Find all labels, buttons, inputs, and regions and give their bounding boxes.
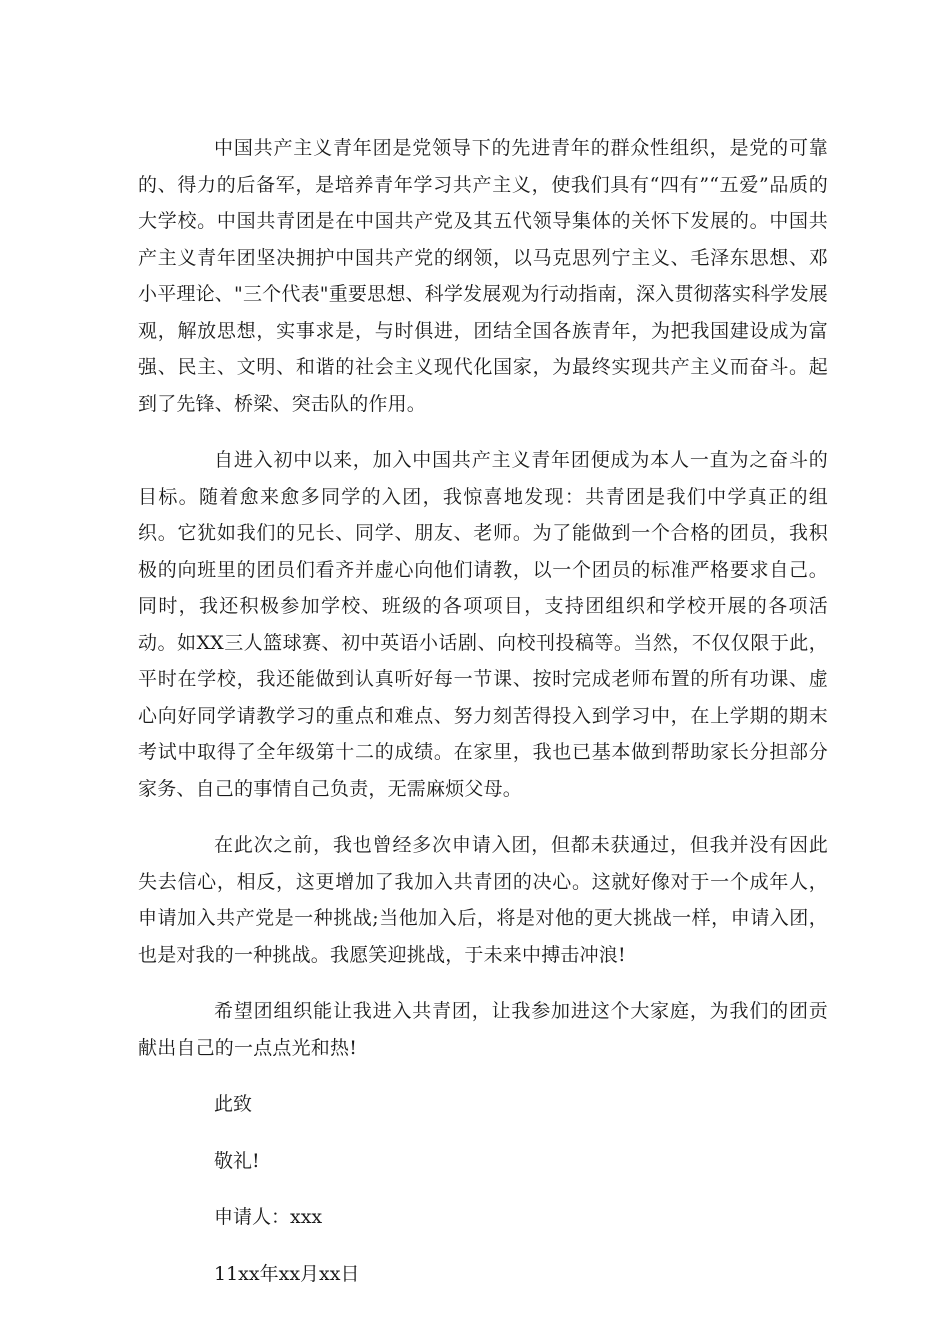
paragraph-experience: 自进入初中以来，加入中国共产主义青年团便成为本人一直为之奋斗的目标。随着愈来愈多同学的入团，我惊喜地发现：共青团是我们中学真正的组织。它犹如我们的兄长、同学、朋友、老师。为了能做到一个合格的团员，我积极的向班里的团员们看齐并虚心向他们请教，以一个团员的标准严格要求自己。同时，我还积极参加学校、班级的各项项目，支持团组织和学校开展的各项活动。如XX三人篮球赛、初中英语小话剧、向校刊投稿等。当然，不仅仅限于此，平时在学校，我还能做到认真听好每一节课、按时完成老师布置的所有功课、虚心向好同学请教学习的重点和难点、努力刻苦得投入到学习中，在上学期的期末考试中取得了全年级第十二的成绩。在家里，我也已基本做到帮助家长分担部分家务、自己的事情自己负责，无需麻烦父母。 xyxy=(138,449,828,800)
letter-body xyxy=(138,130,828,1312)
paragraph-intro: 中国共产主义青年团是党领导下的先进青年的群众性组织，是党的可靠的、得力的后备军，是培养青年学习共产主义，使我们具有“四有”“五爱”品质的大学校。中国共青团是在中国共产党及其五代领导集体的关怀下发展的。中国共产主义青年团坚决拥护中国共产党的纲领，以马克思列宁主义、毛泽东思想、邓小平理论、"三个代表"重要思想、科学发展观为行动指南，深入贯彻落实科学发展观，解放思想，实事求是，与时俱进，团结全国各族青年，为把我国建设成为富强、民主、文明、和谐的社会主义现代化国家，为最终实现共产主义而奋斗。起到了先锋、桥梁、突击队的作用。 xyxy=(138,137,828,415)
applicant-signature: 申请人：xxx xyxy=(214,1206,323,1228)
closing-salutation: 此致 xyxy=(214,1093,253,1115)
paragraph-hope: 希望团组织能让我进入共青团，让我参加进这个大家庭，为我们的团贡献出自己的一点点光和热! xyxy=(138,1000,828,1059)
paragraph-determination: 在此次之前，我也曾经多次申请入团，但都未获通过，但我并没有因此失去信心，相反，这更增加了我加入共青团的决心。这就好像对于一个成年人，申请加入共产党是一种挑战;当他加入后，将是对他的更大挑战一样，申请入团，也是对我的一种挑战。我愿笑迎挑战，于未来中搏击冲浪! xyxy=(138,834,828,966)
letter-date: 11xx年xx月xx日 xyxy=(214,1262,360,1285)
closing-respect: 敬礼! xyxy=(214,1149,260,1172)
